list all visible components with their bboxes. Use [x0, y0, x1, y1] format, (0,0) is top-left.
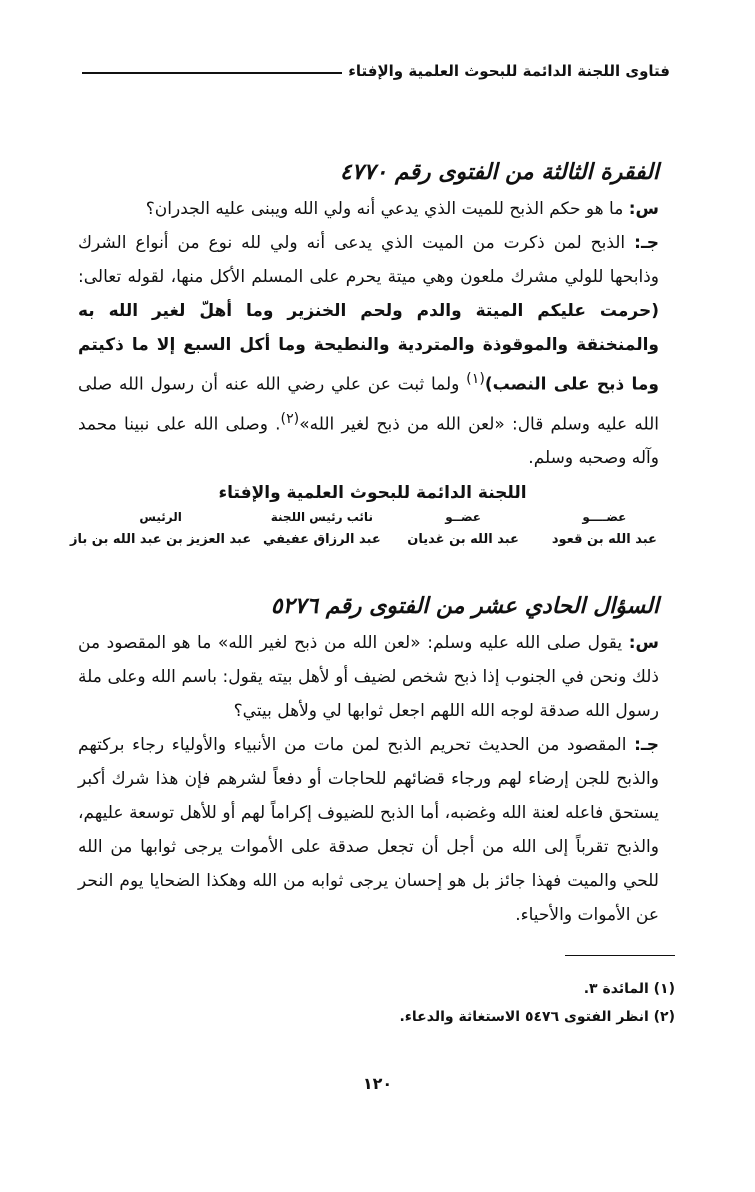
signatories-grid: [70, 508, 675, 550]
answer-text-mid: ولما ثبت عن علي رضي الله عنه أن رسول الله صلى الله عليه وسلم قال: «لعن الله من ذبح لغير الله»: [78, 374, 659, 435]
quran-verse: (حرمت عليكم الميتة والدم ولحم الخنزير وما أهلّ لغير الله به والمنخنقة والموقوذة والمتردية والنطيحة وما أكل السبع إلا ما ذكيتم وما ذبح على النصب): [78, 301, 660, 395]
question-label: س:: [628, 633, 659, 653]
answer-text-end: . وصلى الله على نبينا محمد وآله وصحبه وسلم.: [78, 414, 659, 469]
fatwa-2-heading: السؤال الحادي عشر من الفتوى رقم ٥٢٧٦: [270, 593, 659, 619]
fatwa-1-heading: الفقرة الثالثة من الفتوى رقم ٤٧٧٠: [339, 159, 659, 185]
footnote-2: (٢) انظر الفتوى ٥٤٧٦ الاستغاثة والدعاء.: [399, 1009, 675, 1025]
signatory-role: نائب رئيس اللجنة: [270, 510, 373, 524]
signatory-name: عبد العزيز بن عبد الله بن باز: [70, 532, 252, 547]
signatory-name: عبد الله بن قعود: [551, 532, 657, 547]
answer-label: جـ:: [634, 735, 659, 755]
committee-title: اللجنة الدائمة للبحوث العلمية والإفتاء: [218, 483, 527, 503]
question-text: يقول صلى الله عليه وسلم: «لعن الله من ذبح لغير الله» ما هو المقصود من ذلك ونحن في الجنوب إذا ذبح شخص لضيف أو لأهل بيته يقول: باسم الله وعلى ملة رسول الله صدقة لوجه الله اللهم اجعل ثوابها لي ولأهل بيتي؟: [78, 633, 659, 721]
fatwa-2-answer: [78, 728, 659, 932]
fatwa-1-question: [78, 192, 659, 226]
question-label: س:: [628, 199, 659, 219]
running-header-title: فتاوى اللجنة الدائمة للبحوث العلمية والإفتاء: [348, 62, 670, 80]
footnote-separator: [565, 955, 675, 956]
signatory-name: عبد الله بن غديان: [407, 532, 519, 547]
answer-label: جـ:: [634, 233, 660, 253]
answer-text-start: الذبح لمن ذكرت من الميت الذي يدعى أنه ولي لله نوع من أنواع الشرك وذابحها للولي مشرك ملعون وهي ميتة يحرم على المسلم الأكل منها، لقوله تعالى:: [78, 233, 659, 287]
fatwa-2-question: [78, 626, 659, 728]
header-rule: [82, 72, 342, 74]
committee-signature-block: [70, 478, 675, 550]
footnote-ref-1[interactable]: (١): [466, 371, 485, 387]
answer-text: المقصود من الحديث تحريم الذبح لمن مات من الأنبياء والأولياء رجاء بركتهم والذبح للجن إرضاء لهم ورجاء قضائهم للحاجات أو دفعاً لشرهم فإن هذا شرك أكبر يستحق فاعله لعنة الله وغضبه، أما الذبح للضيوف إكراماً لهم أو للأهل توسعة عليهم، والذبح تقرباً إلى الله من أجل أن تجعل صدقة على الأموات يرجى ثوابها من الله للحي والميت فهذا جائز بل هو إحسان يرجى ثوابه من الله وهكذا الضحايا يوم النحر عن الأموات والأحياء.: [78, 735, 659, 925]
fatwa-1-answer: [78, 226, 659, 475]
signatory-role: عضــو: [445, 510, 481, 524]
fatwa-section-2: [78, 586, 659, 932]
footnote-ref-2[interactable]: (٢): [280, 410, 300, 427]
footnotes: [200, 975, 675, 1031]
running-header: [82, 62, 670, 80]
question-text: ما هو حكم الذبح للميت الذي يدعي أنه ولي الله ويبنى عليه الجدران؟: [145, 199, 624, 219]
fatwa-section-1: [78, 152, 659, 475]
signatory-role: عضــــو: [582, 510, 627, 524]
signatory-name: عبد الرزاق عفيفي: [262, 532, 381, 547]
footnote-1: (١) المائدة ٣.: [583, 981, 675, 997]
page-number: ١٢٠: [362, 1074, 393, 1093]
signatory-role: الرئيس: [139, 510, 182, 524]
